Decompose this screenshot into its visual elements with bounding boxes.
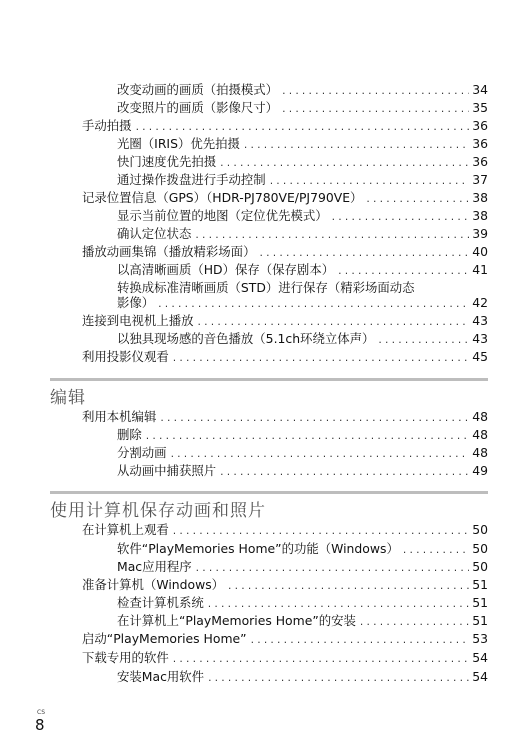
toc-page-number: 36	[472, 154, 488, 169]
toc-entry[interactable]	[117, 669, 488, 687]
toc-entry-title-line1[interactable]: 转换成标准清晰画质（STD）进行保存（精彩场面动态	[117, 280, 415, 295]
toc-entry[interactable]	[82, 118, 488, 136]
dot-leader	[172, 653, 469, 668]
language-tag: CS	[37, 709, 45, 716]
toc-entry[interactable]	[117, 295, 488, 313]
toc-entry[interactable]	[82, 313, 488, 331]
toc-page-number: 48	[472, 445, 488, 460]
toc-page-number: 51	[472, 613, 488, 628]
toc-page-number: 40	[472, 244, 488, 259]
dot-leader	[197, 316, 470, 331]
toc-page-number: 43	[472, 331, 488, 346]
dot-leader	[227, 580, 469, 595]
toc-page-number: 43	[472, 313, 488, 328]
toc-page-number: 48	[472, 427, 488, 442]
toc-entry-title: 改变照片的画质（影像尺寸）	[117, 100, 279, 115]
toc-page-number: 50	[472, 522, 488, 537]
toc-entry[interactable]	[117, 154, 488, 172]
toc-entry[interactable]	[117, 226, 488, 244]
toc-entry[interactable]	[117, 595, 488, 613]
dot-leader	[281, 85, 469, 100]
dot-leader	[135, 121, 470, 136]
section-heading: 编辑	[50, 388, 86, 408]
toc-page-number: 54	[472, 650, 488, 665]
toc-page-number: 42	[472, 295, 488, 310]
toc-entry-title: 分割动画	[117, 445, 167, 460]
dot-leader	[207, 672, 469, 687]
toc-entry-title: 手动拍摄	[82, 118, 132, 133]
toc-entry-title: 在计算机上观看	[82, 522, 169, 537]
toc-entry-title: 显示当前位置的地图（定位优先模式）	[117, 208, 328, 223]
toc-entry-title: 在计算机上“PlayMemories Home”的安装	[117, 613, 356, 628]
toc-page-number: 51	[472, 577, 488, 592]
toc-entry-title: 记录位置信息（GPS）（HDR-PJ780VE/PJ790VE）	[82, 190, 363, 205]
dot-leader	[145, 430, 469, 445]
toc-entry[interactable]	[82, 577, 488, 595]
toc-entry-title: 确认定位状态	[117, 226, 192, 241]
dot-leader	[337, 265, 469, 280]
toc-page-number: 34	[472, 82, 488, 97]
toc-entry-title: 安装Mac用软件	[117, 669, 205, 684]
toc-entry[interactable]	[117, 172, 488, 190]
dot-leader	[377, 334, 469, 349]
toc-entry-title: 播放动画集锦（播放精彩场面）	[82, 244, 256, 259]
toc-page-number: 50	[472, 541, 488, 556]
toc-entry-title: 启动“PlayMemories Home”	[82, 631, 247, 646]
toc-entry[interactable]	[117, 541, 488, 559]
dot-leader	[365, 193, 469, 208]
toc-page-number: 50	[472, 559, 488, 574]
dot-leader	[172, 352, 469, 367]
toc-entry[interactable]	[117, 262, 488, 280]
toc-entry-title: 检查计算机系统	[117, 595, 204, 610]
dot-leader	[243, 139, 469, 154]
toc-entry[interactable]	[117, 82, 488, 100]
toc-entry[interactable]	[117, 559, 488, 577]
toc-page-number: 36	[472, 136, 488, 151]
dot-leader	[359, 616, 469, 631]
toc-entry[interactable]	[117, 463, 488, 481]
toc-entry-title: 通过操作拨盘进行手动控制	[117, 172, 266, 187]
toc-page-number: 38	[472, 208, 488, 223]
toc-page-number: 38	[472, 190, 488, 205]
dot-leader	[331, 211, 470, 226]
toc-page-number: 51	[472, 595, 488, 610]
toc-entry[interactable]	[117, 136, 488, 154]
toc-entry[interactable]	[117, 613, 488, 631]
toc-entry-title: 连接到电视机上播放	[82, 313, 194, 328]
toc-page-number: 35	[472, 100, 488, 115]
dot-leader	[172, 525, 469, 540]
toc-page-number: 54	[472, 669, 488, 684]
toc-entry-title: 光圈（IRIS）优先拍摄	[117, 136, 240, 151]
dot-leader	[194, 229, 469, 244]
toc-entry[interactable]	[117, 100, 488, 118]
dot-leader	[281, 103, 469, 118]
toc-entry[interactable]	[82, 244, 488, 262]
toc-entry[interactable]	[82, 190, 488, 208]
toc-page-number: 48	[472, 409, 488, 424]
toc-entry[interactable]	[117, 445, 488, 463]
toc-entry[interactable]	[117, 331, 488, 349]
section-heading: 使用计算机保存动画和照片	[50, 501, 266, 521]
dot-leader	[170, 448, 470, 463]
dot-leader	[269, 175, 470, 190]
dot-leader	[250, 634, 470, 649]
dot-leader	[219, 157, 469, 172]
toc-entry[interactable]	[82, 522, 488, 540]
toc-entry-title: 利用本机编辑	[82, 409, 157, 424]
toc-entry-title: 删除	[117, 427, 142, 442]
toc-entry-title: 改变动画的画质（拍摄模式）	[117, 82, 279, 97]
toc-page-number: 41	[472, 262, 488, 277]
dot-leader	[402, 544, 469, 559]
toc-entry[interactable]	[82, 631, 488, 649]
dot-leader	[219, 466, 469, 481]
toc-entry-title: 以独具现场感的音色播放（5.1ch环绕立体声）	[117, 331, 375, 346]
toc-entry-title: 影像）	[117, 295, 155, 310]
toc-entry-title: Mac应用程序	[117, 559, 192, 574]
toc-entry[interactable]	[82, 349, 488, 367]
dot-leader	[195, 562, 470, 577]
toc-entry-title: 利用投影仪观看	[82, 349, 169, 364]
toc-page-number: 53	[472, 631, 488, 646]
dot-leader	[207, 598, 469, 613]
dot-leader	[258, 247, 469, 262]
toc-page-number: 36	[472, 118, 488, 133]
toc-page-number: 39	[472, 226, 488, 241]
page-number: 8	[35, 716, 45, 734]
toc-entry[interactable]	[82, 409, 488, 427]
toc-entry-title: 软件“PlayMemories Home”的功能（Windows）	[117, 541, 399, 556]
toc-page-number: 49	[472, 463, 488, 478]
toc-entry-title: 下载专用的软件	[82, 650, 169, 665]
toc-entry[interactable]	[82, 650, 488, 668]
toc-entry-title: 快门速度优先拍摄	[117, 154, 217, 169]
toc-entry-title: 从动画中捕获照片	[117, 463, 217, 478]
section-divider	[50, 491, 488, 494]
dot-leader	[159, 412, 469, 427]
toc-entry-title: 准备计算机（Windows）	[82, 577, 225, 592]
toc-page-number: 37	[472, 172, 488, 187]
toc-entry[interactable]	[117, 208, 488, 226]
section-divider	[50, 378, 488, 381]
dot-leader	[157, 298, 469, 313]
toc-entry-title: 以高清晰画质（HD）保存（保存剧本）	[117, 262, 335, 277]
toc-page-number: 45	[472, 349, 488, 364]
toc-entry[interactable]	[117, 427, 488, 445]
